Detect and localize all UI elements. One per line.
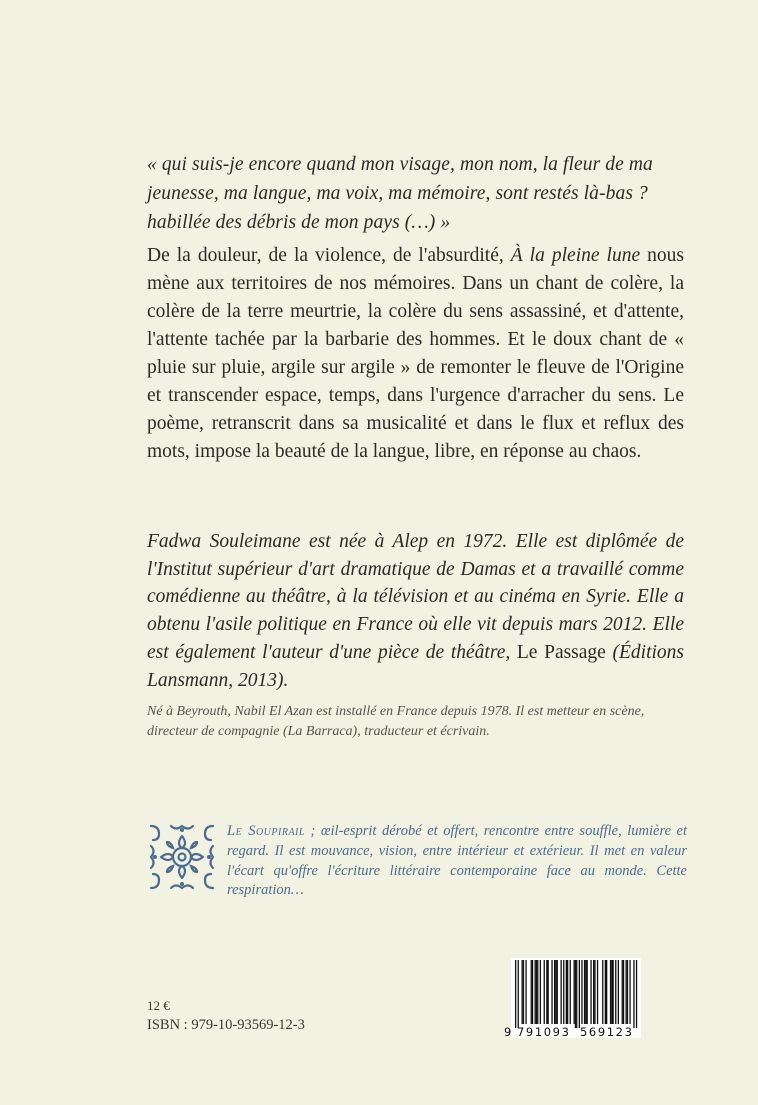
barcode-bar (515, 960, 516, 1028)
barcode-bar (581, 960, 582, 1024)
barcode-bar (566, 960, 567, 1024)
barcode-bar (576, 960, 577, 1028)
translator-bio: Né à Beyrouth, Nabil El Azan est installé en France depuis 1978. Il est metteur en scène, directeur de compagnie (La Barraca), traducteur et écrivain. (147, 704, 645, 739)
barcode-bar (536, 960, 537, 1024)
barcode-bar (555, 960, 556, 1024)
barcode-bar (623, 960, 624, 1024)
barcode-bar (610, 960, 611, 1024)
barcode-bar (575, 960, 576, 1028)
barcode-bar (579, 960, 580, 1028)
collection-description (227, 822, 687, 901)
play-publisher: (Éditions Lansmann, 2013). (147, 641, 684, 691)
barcode-bar (570, 960, 571, 1024)
barcode-bar (629, 960, 630, 1024)
barcode-bar (518, 960, 519, 1028)
barcode-bar (551, 960, 552, 1024)
barcode-bar (554, 960, 555, 1024)
barcode-bar (602, 960, 603, 1024)
barcode-bar (636, 960, 637, 1028)
barcode-bar (622, 960, 623, 1024)
barcode-bar (606, 960, 607, 1024)
barcode-bar (593, 960, 594, 1024)
barcode-bar (627, 960, 628, 1024)
barcode-bar (548, 960, 549, 1024)
collection-name: Le Soupirail (227, 823, 305, 839)
barcode-bar (626, 960, 627, 1024)
barcode-bar (597, 960, 598, 1024)
barcode-bar (567, 960, 568, 1024)
summary-text-start: De la douleur, de la violence, de l'absurdité, (147, 245, 511, 266)
summary-text-end: nous mène aux territoires de nos mémoires. Dans un chant de colère, la colère de la terre meurtrie, la colère du sens assassiné, et d'attente, l'attente tachée par la barbarie des hommes. Et le doux chant de « pluie sur pluie, argile sur argile » de remonter le fleuve de l'Origine et transcender espace, temps, dans l'urgence d'arracher du sens. Le poème, retranscrit dans sa musicalité et dans le flux et reflux des mots, impose la beauté de la langue, libre, en réponse au chaos. (147, 245, 684, 462)
isbn: ISBN : 979-10-93569-12-3 (147, 1017, 305, 1033)
barcode-bar (605, 960, 606, 1024)
ean-barcode-icon (504, 958, 641, 1038)
author-bio (147, 528, 684, 694)
barcode-bar (594, 960, 595, 1024)
barcode-bar (537, 960, 538, 1024)
author-bio-text: Fadwa Souleimane est née à Alep en 1972. Elle est diplômée de l'Institut supérieur d'art dramatique de Damas et a travaillé comme comédienne au théâtre, à la télévision et au cinéma en Syrie. Elle a obtenu l'asile politique en France où elle vit depuis mars 2012. Elle est également l'auteur d'une pièce de théâtre, (147, 531, 684, 663)
barcode-bar (585, 960, 586, 1024)
barcode-bar (525, 960, 526, 1024)
barcode-bar (611, 960, 612, 1024)
barcode-bar (522, 960, 523, 1024)
barcode-bar (561, 960, 562, 1024)
barcode-bar (613, 960, 614, 1024)
barcode-bar (531, 960, 532, 1024)
collection-text: ; œil-esprit dérobé et offert, rencontre entre souffle, lumière et regard. Il est mouvance, vision, entre intérieur et extérieur. Il met en valeur l'écart qu'offre l'écriture littéraire contemporaine face au monde. Cette respiration… (227, 823, 687, 899)
barcode-bar (535, 960, 536, 1024)
barcode-bar (590, 960, 591, 1024)
barcode-bar (544, 960, 545, 1024)
barcode-bar (563, 960, 564, 1024)
barcode-bar (557, 960, 558, 1024)
barcode-bar (584, 960, 585, 1024)
barcode-bar (523, 960, 524, 1024)
epigraph-quote: « qui suis-je encore quand mon visage, mon nom, la fleur de ma jeunesse, ma langue, ma voix, ma mémoire, sont restés là-bas ? habillée des débris de mon pays (…) » (147, 154, 653, 233)
barcode-digits-right: 569123 (580, 1025, 634, 1038)
barcode-bar (574, 960, 575, 1024)
arabesque-ornament-icon (147, 822, 217, 892)
barcode-digit-lead: 9 (504, 1025, 512, 1038)
play-title: Le Passage (516, 641, 606, 663)
barcode-bar (587, 960, 588, 1024)
barcode-bar (546, 960, 547, 1024)
price: 12 € (147, 998, 170, 1013)
barcode-bar (633, 960, 634, 1028)
barcode-bar (540, 960, 541, 1024)
barcode-digits-left: 791093 (517, 1025, 571, 1038)
book-title: À la pleine lune (510, 245, 641, 266)
barcode-bar (618, 960, 619, 1024)
barcode-bar (615, 960, 616, 1024)
barcode-bar (532, 960, 533, 1024)
book-summary (147, 242, 684, 466)
